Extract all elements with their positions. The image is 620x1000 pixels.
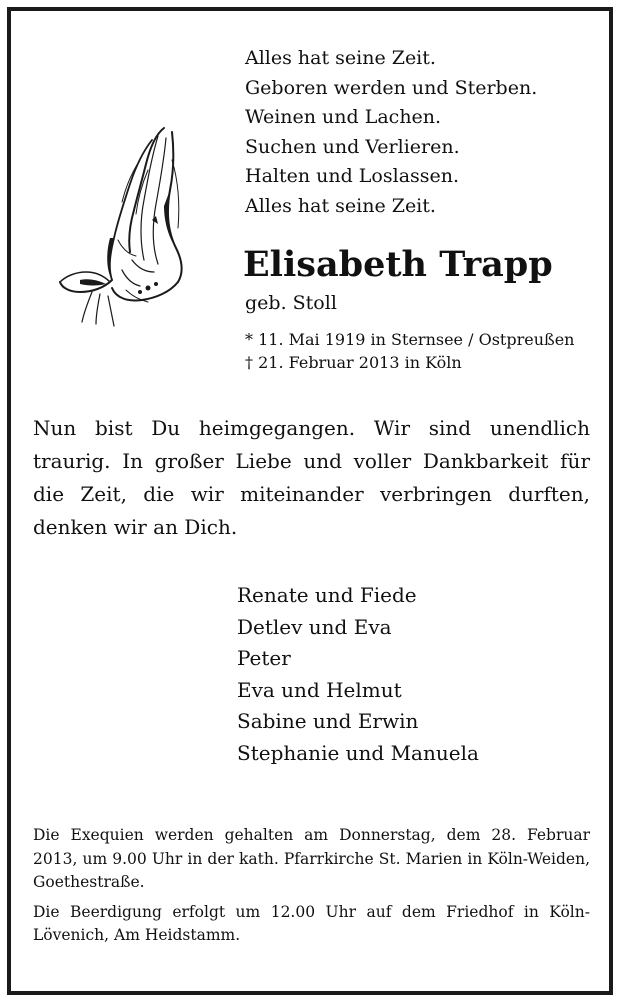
mourners-list xyxy=(237,580,479,769)
mourner: Stephanie und Manuela xyxy=(237,740,479,765)
death-date: † 21. Februar 2013 in Köln xyxy=(245,353,462,372)
praying-hands-icon xyxy=(52,120,202,330)
poem xyxy=(245,44,537,221)
poem-line: Suchen und Verlieren. xyxy=(245,135,460,158)
mourner: Sabine und Erwin xyxy=(237,709,419,733)
poem-line: Weinen und Lachen. xyxy=(245,106,442,128)
poem-line: Alles hat seine Zeit. xyxy=(245,47,436,69)
birth-date: * 11. Mai 1919 in Sternsee / Ostpreußen xyxy=(245,330,575,349)
mourner: Eva und Helmut xyxy=(237,677,402,702)
maiden-name: geb. Stoll xyxy=(245,292,337,314)
deceased-name: Elisabeth Trapp xyxy=(243,244,553,285)
exequien-notice: Die Exequien werden gehalten am Donnerstag, dem 28. Februar 2013, um 9.00 Uhr in der kath. Pfarrkirche St. Marien in Köln-Weiden, Goethestraße. xyxy=(33,826,590,891)
mourner: Renate und Fiede xyxy=(237,583,417,607)
poem-line: Halten und Loslassen. xyxy=(245,165,460,187)
burial-notice: Die Beerdigung erfolgt um 12.00 Uhr auf dem Friedhof in Köln-Lövenich, Am Heidstamm. xyxy=(33,902,590,944)
mourner: Peter xyxy=(237,646,291,670)
mourning-message: Nun bist Du heimgegangen. Wir sind unendlich traurig. In großer Liebe und voller Dankbarkeit für die Zeit, die wir miteinander verbringen durften, denken wir an Dich. xyxy=(33,416,590,539)
poem-line: Geboren werden und Sterben. xyxy=(245,76,538,99)
poem-line: Alles hat seine Zeit. xyxy=(245,194,436,217)
service-notices xyxy=(33,824,590,954)
mourner: Detlev und Eva xyxy=(237,614,392,639)
life-dates xyxy=(245,328,574,374)
